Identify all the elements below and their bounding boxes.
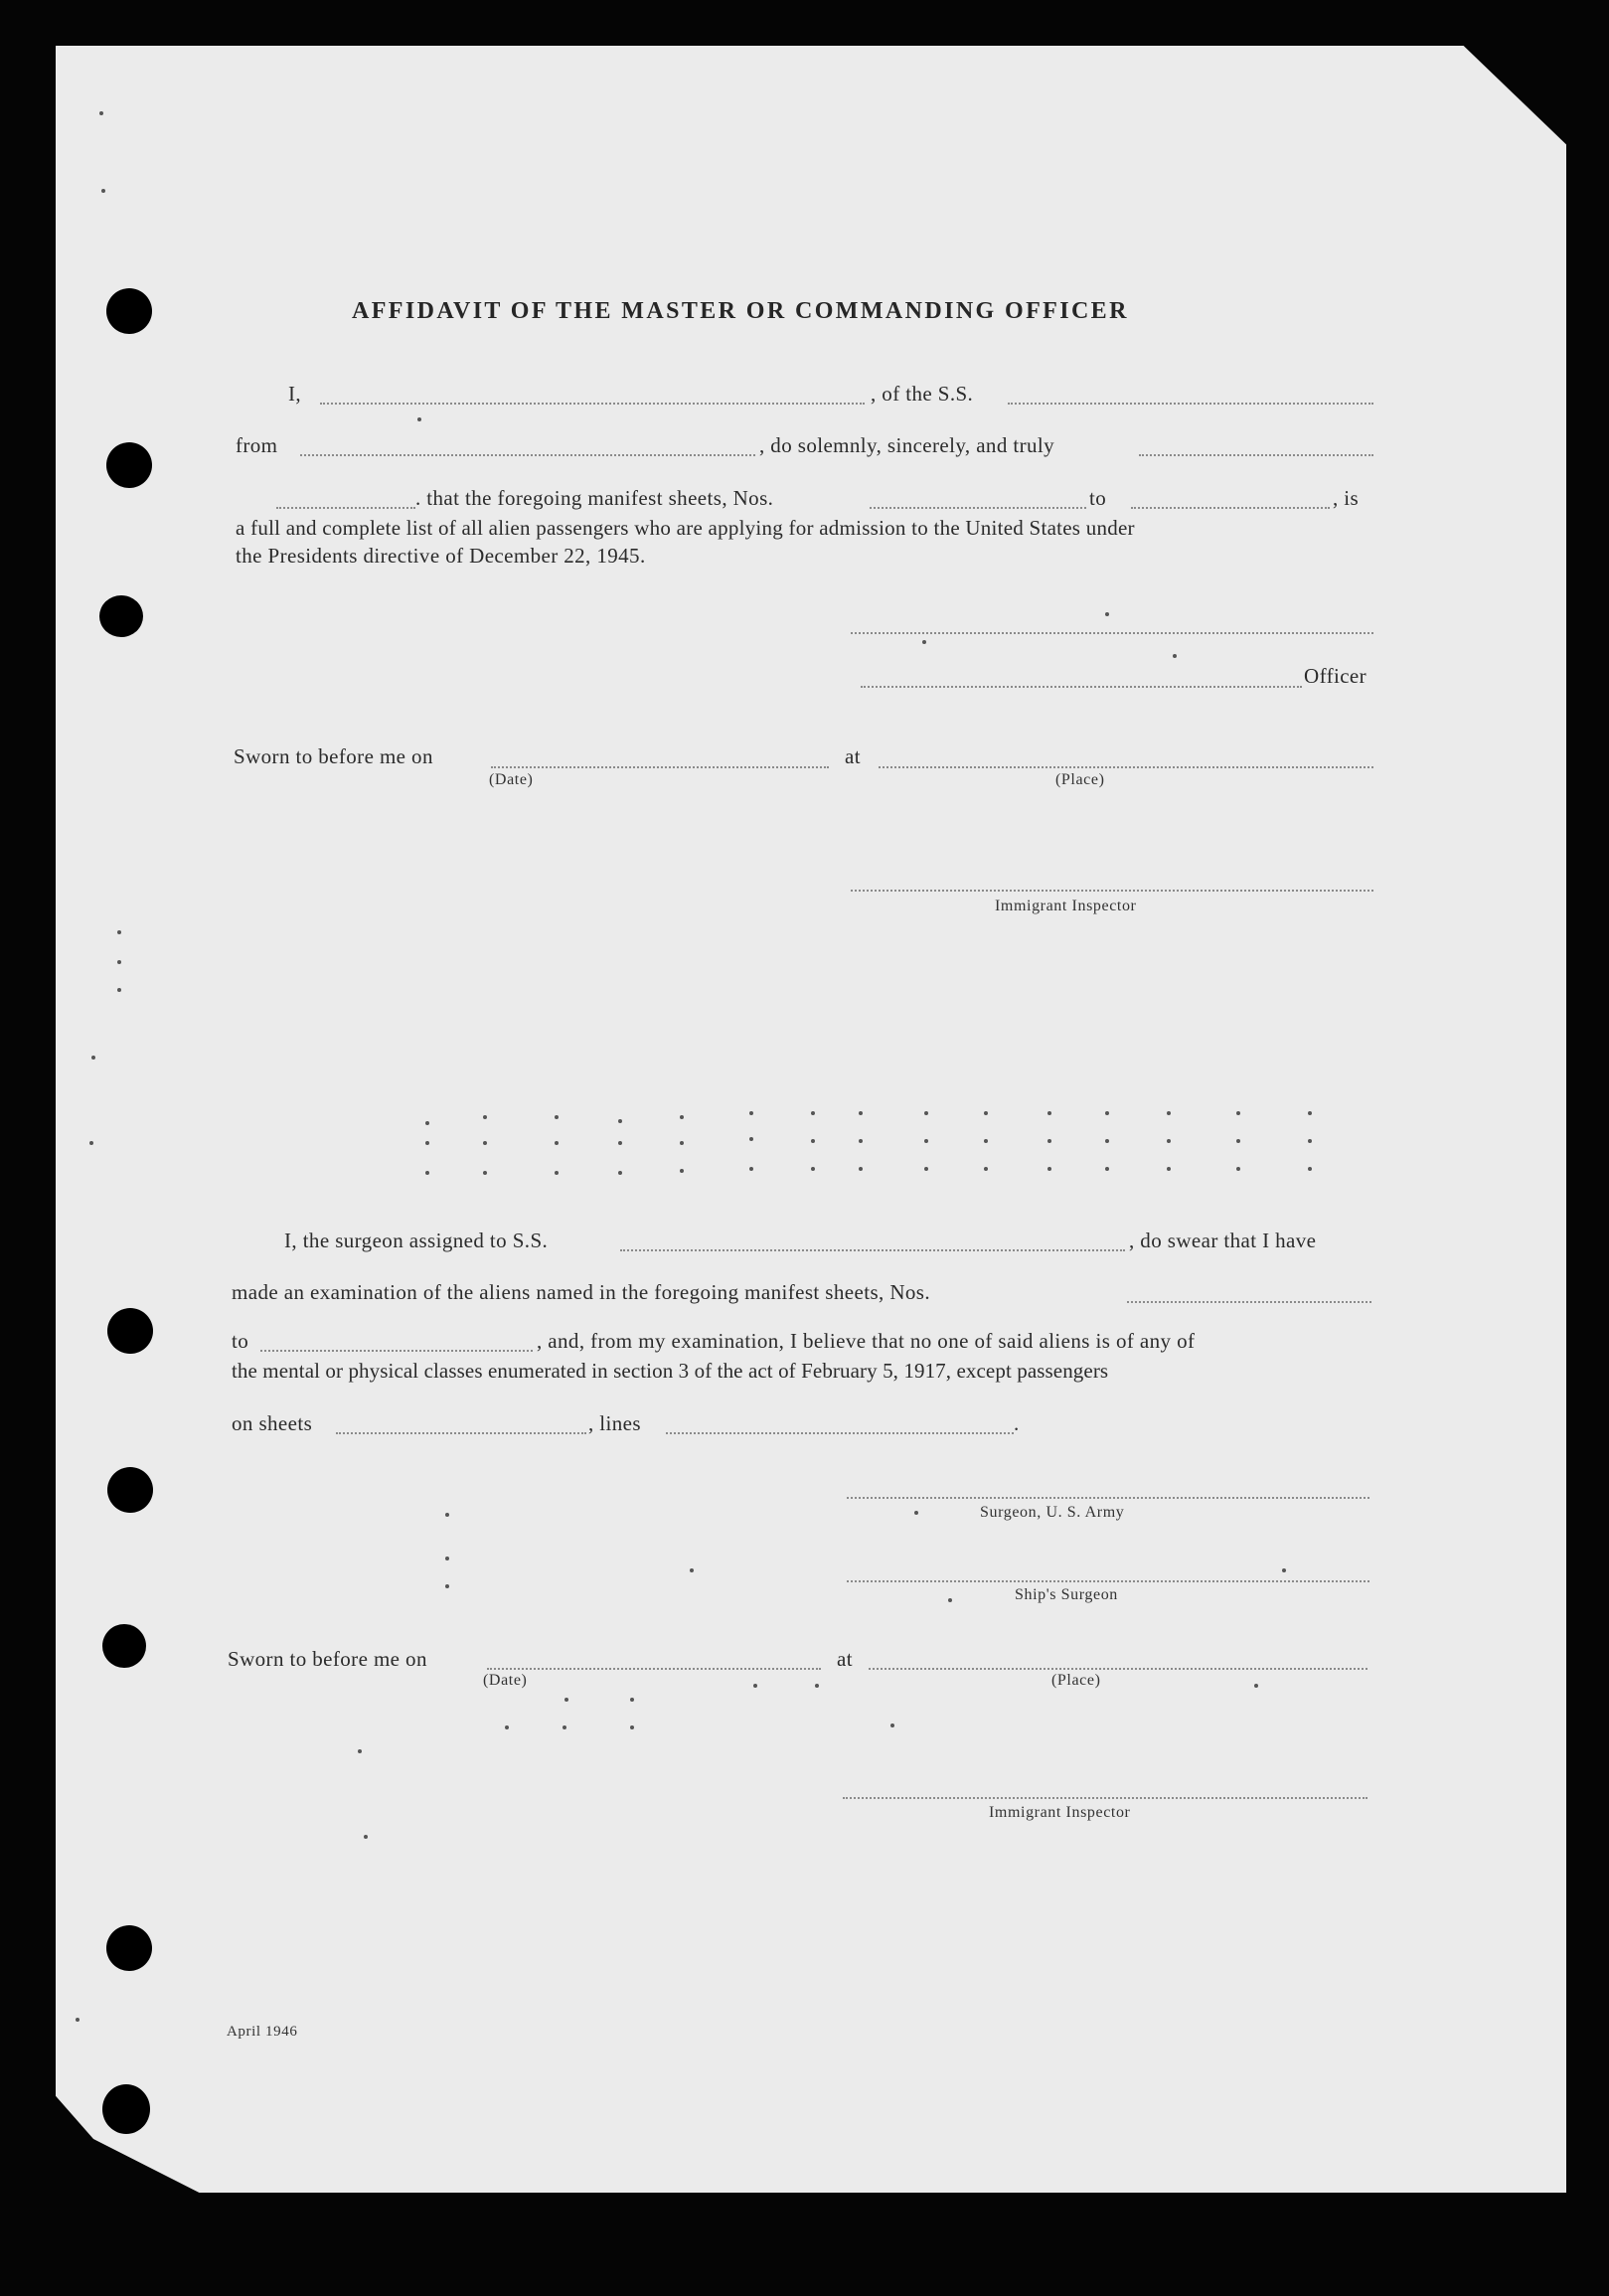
binder-hole bbox=[107, 1308, 153, 1354]
scan-speck bbox=[922, 640, 926, 644]
scan-speck bbox=[445, 1584, 449, 1588]
inspector-caption: Immigrant Inspector bbox=[989, 1804, 1131, 1821]
binder-hole bbox=[102, 1624, 146, 1668]
sworn-at-label: at bbox=[845, 744, 861, 768]
scan-speck bbox=[564, 1698, 568, 1702]
scan-speck bbox=[914, 1511, 918, 1515]
scan-speck bbox=[117, 988, 121, 992]
surgeon-sheets-field bbox=[336, 1432, 586, 1434]
master-ship-label: , of the S.S. bbox=[871, 382, 974, 406]
scan-speck bbox=[91, 1056, 95, 1060]
ship-surgeon-signature-line bbox=[847, 1580, 1369, 1582]
inspector-signature-line bbox=[851, 890, 1373, 892]
army-surgeon-caption: Surgeon, U. S. Army bbox=[980, 1504, 1125, 1521]
master-name-field bbox=[320, 403, 865, 405]
master-to-label: to bbox=[1089, 486, 1107, 510]
scan-speck bbox=[1173, 654, 1177, 658]
master-from-label: from bbox=[236, 433, 278, 457]
scan-speck bbox=[117, 960, 121, 964]
scan-speck bbox=[630, 1725, 634, 1729]
master-from-field bbox=[300, 454, 755, 456]
binder-hole bbox=[106, 442, 152, 488]
scan-speck bbox=[101, 189, 105, 193]
sworn-place-field bbox=[869, 1668, 1368, 1670]
scan-speck bbox=[948, 1598, 952, 1602]
scan-speck bbox=[358, 1749, 362, 1753]
army-surgeon-signature-line bbox=[847, 1497, 1369, 1499]
scan-speck bbox=[364, 1835, 368, 1839]
scan-speck bbox=[117, 930, 121, 934]
binder-hole bbox=[106, 288, 152, 334]
master-statement-line: the Presidents directive of December 22, 1945. bbox=[236, 544, 646, 568]
binder-hole bbox=[99, 595, 143, 637]
officer-signature-line bbox=[861, 686, 1302, 688]
sworn-date-field bbox=[491, 766, 829, 768]
master-manifest-label: . that the foregoing manifest sheets, Nos. bbox=[415, 486, 774, 510]
surgeon-sheets-label: on sheets bbox=[232, 1411, 313, 1435]
scan-speck bbox=[76, 2018, 80, 2022]
scan-speck bbox=[417, 417, 421, 421]
surgeon-ship-field bbox=[620, 1249, 1125, 1251]
surgeon-nos-field bbox=[1127, 1301, 1371, 1303]
scan-speck bbox=[445, 1557, 449, 1560]
scan-speck bbox=[1282, 1568, 1286, 1572]
place-caption: (Place) bbox=[1055, 771, 1105, 788]
scan-speck bbox=[505, 1725, 509, 1729]
scan-speck bbox=[890, 1723, 894, 1727]
master-i-label: I, bbox=[288, 382, 302, 406]
form-title: AFFIDAVIT OF THE MASTER OR COMMANDING OFFICER bbox=[352, 298, 1129, 324]
surgeon-swear-label: , do swear that I have bbox=[1129, 1229, 1317, 1252]
place-caption: (Place) bbox=[1051, 1672, 1101, 1689]
scan-speck bbox=[690, 1568, 694, 1572]
date-caption: (Date) bbox=[489, 771, 534, 788]
scan-speck bbox=[445, 1513, 449, 1517]
sworn-place-field bbox=[879, 766, 1373, 768]
sworn-at-label: at bbox=[837, 1647, 853, 1671]
surgeon-statement-line: the mental or physical classes enumerated in section 3 of the act of February 5, 1917, except passengers bbox=[232, 1359, 1109, 1383]
form-date: April 1946 bbox=[227, 2024, 298, 2040]
surgeon-assigned-label: I, the surgeon assigned to S.S. bbox=[284, 1229, 549, 1252]
master-nos-from-field bbox=[870, 507, 1086, 509]
master-is-label: , is bbox=[1333, 486, 1360, 510]
sworn-label: Sworn to before me on bbox=[234, 744, 433, 768]
surgeon-belief-label: , and, from my examination, I believe that no one of said aliens is of any of bbox=[537, 1329, 1196, 1353]
scan-speck bbox=[1254, 1684, 1258, 1688]
surgeon-examination-label: made an examination of the aliens named in the foregoing manifest sheets, Nos. bbox=[232, 1280, 931, 1304]
master-swear-field bbox=[1139, 454, 1373, 456]
binder-hole bbox=[102, 2084, 150, 2134]
inspector-signature-line bbox=[843, 1797, 1368, 1799]
binder-hole bbox=[107, 1467, 153, 1513]
sworn-date-field bbox=[487, 1668, 821, 1670]
surgeon-lines-label: , lines bbox=[588, 1411, 641, 1435]
master-ship-field bbox=[1008, 403, 1373, 405]
inspector-caption: Immigrant Inspector bbox=[995, 898, 1137, 914]
scan-speck bbox=[99, 111, 103, 115]
master-nos-to-field bbox=[1131, 507, 1330, 509]
master-oath-field bbox=[276, 507, 415, 509]
scan-speck bbox=[89, 1141, 93, 1145]
surgeon-to-field bbox=[260, 1350, 533, 1352]
dot-divider bbox=[417, 1111, 1322, 1181]
date-caption: (Date) bbox=[483, 1672, 528, 1689]
master-signature-line bbox=[851, 632, 1373, 634]
scan-speck bbox=[1105, 612, 1109, 616]
scan-speck bbox=[815, 1684, 819, 1688]
scan-speck bbox=[753, 1684, 757, 1688]
master-swear-label: , do solemnly, sincerely, and truly bbox=[759, 433, 1055, 457]
ship-surgeon-caption: Ship's Surgeon bbox=[1015, 1586, 1118, 1603]
master-statement-line: a full and complete list of all alien passengers who are applying for admission to the United States under bbox=[236, 516, 1135, 540]
sworn-label: Sworn to before me on bbox=[228, 1647, 427, 1671]
scan-speck bbox=[563, 1725, 566, 1729]
surgeon-to-label: to bbox=[232, 1329, 249, 1353]
scan-speck bbox=[630, 1698, 634, 1702]
surgeon-lines-end: . bbox=[1014, 1411, 1020, 1435]
binder-hole bbox=[106, 1925, 152, 1971]
surgeon-lines-field bbox=[666, 1432, 1014, 1434]
officer-label: Officer bbox=[1304, 664, 1368, 688]
